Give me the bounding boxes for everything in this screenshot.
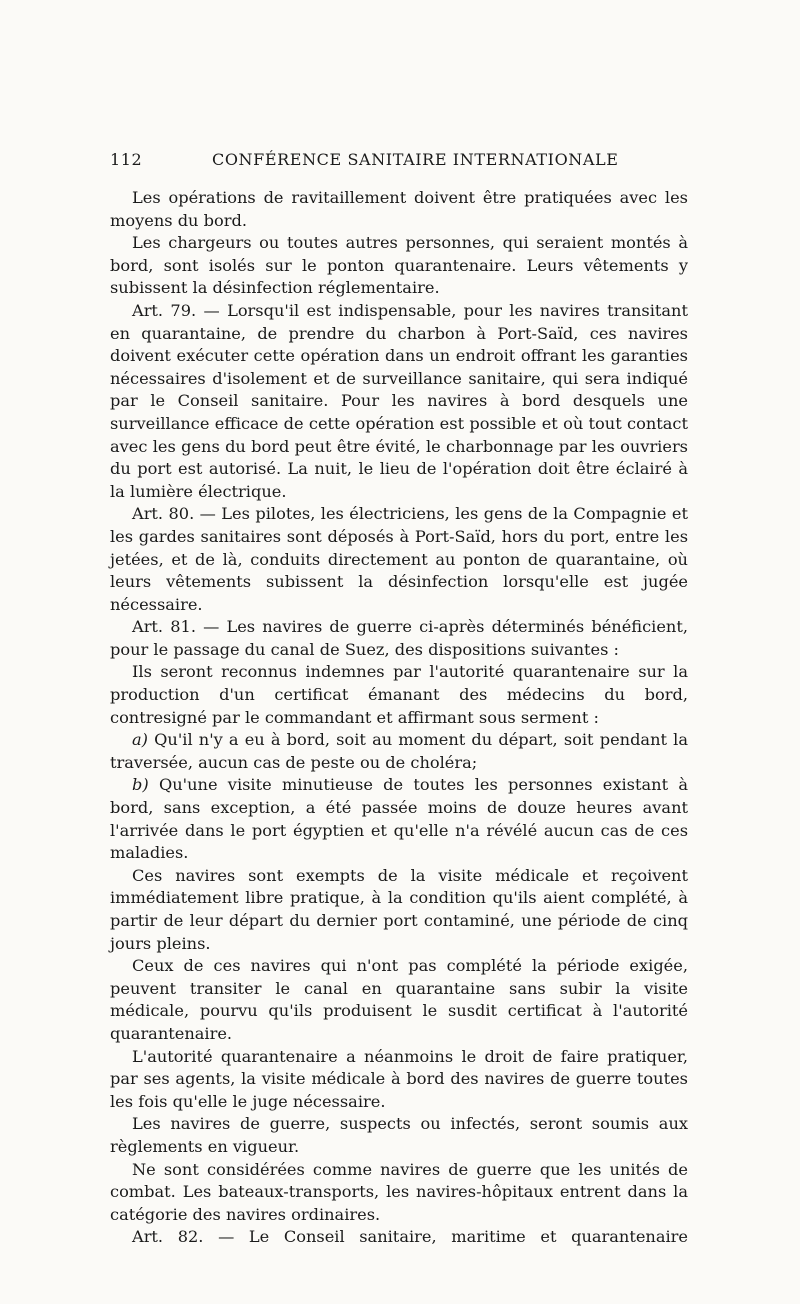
list-item-b: b) Qu'une visite minutieuse de toutes les personnes existant à bord, sans exception, a été passée moins de douze heures avant l'arrivée dans le port égyptien et qu'elle n'a révélé aucun cas de ces maladies. (110, 775, 688, 863)
paragraph: Ceux de ces navires qui n'ont pas complété la période exigée, peuvent transiter le canal en quarantaine sans subir la visite médicale, pourvu qu'ils produisent le susdit certificat à l'autorité quarantenaire. (110, 956, 688, 1043)
article-82-paragraph: Art. 82. — Le Conseil sanitaire, maritime et quarantenaire (132, 1227, 688, 1247)
running-title: CONFÉRENCE SANITAIRE INTERNATIONALE (212, 150, 619, 169)
list-label: a) (132, 730, 148, 750)
paragraph: Ils seront reconnus indemnes par l'autorité quarantenaire sur la production d'un certificat émanant des médecins du bord, contresigné par le commandant et affirmant sous serment : (110, 662, 688, 727)
paragraph: L'autorité quarantenaire a néanmoins le droit de faire pratiquer, par ses agents, la visite médicale à bord des navires de guerre toutes les fois qu'elle le juge nécessaire. (110, 1046, 688, 1111)
page-header (110, 150, 688, 174)
paragraph: Les chargeurs ou toutes autres personnes, qui seraient montés à bord, sont isolés sur le ponton quarantenaire. Leurs vêtements y subissent la désinfection réglementaire. (110, 233, 688, 298)
body-text (110, 187, 688, 1249)
paragraph: Les navires de guerre, suspects ou infectés, seront soumis aux règlements en vigueur. (110, 1114, 688, 1156)
article-80-paragraph: Art. 80. — Les pilotes, les électriciens, les gens de la Compagnie et les gardes sanitaires sont déposés à Port-Saïd, hors du port, entre les jetées, et de là, conduits directement au ponton de quarantaine, où leurs vêtements subissent la désinfection lorsqu'elle est jugée nécessaire. (110, 504, 688, 614)
page-number: 112 (110, 150, 143, 169)
paragraph: Ne sont considérées comme navires de guerre que les unités de combat. Les bateaux-transports, les navires-hôpitaux entrent dans la catégorie des navires ordinaires. (110, 1159, 688, 1224)
paragraph: Les opérations de ravitaillement doivent être pratiquées avec les moyens du bord. (110, 188, 688, 230)
article-81-paragraph: Art. 81. — Les navires de guerre ci-après déterminés bénéficient, pour le passage du canal de Suez, des dispositions suivantes : (110, 617, 688, 659)
list-label: b) (132, 775, 149, 795)
article-79-paragraph: Art. 79. — Lorsqu'il est indispensable, pour les navires transitant en quarantaine, de prendre du charbon à Port-Saïd, ces navires doivent exécuter cette opération dans un endroit offrant les garanties nécessaires d'isolement et de surveillance sanitaire, qui sera indiqué par le Conseil sanitaire. Pour les navires à bord desquels une surveillance efficace de cette opération est possible et où tout contact avec les gens du bord peut être évité, le charbonnage par les ouvriers du port est autorisé. La nuit, le lieu de l'opération doit être éclairé à la lumière électrique. (110, 300, 688, 501)
paragraph: Ces navires sont exempts de la visite médicale et reçoivent immédiatement libre pratique, à la condition qu'ils aient complété, à partir de leur départ du dernier port contaminé, une période de cinq jours pleins. (110, 865, 688, 953)
list-item-a: a) Qu'il n'y a eu à bord, soit au moment du départ, soit pendant la traversée, aucun cas de peste ou de choléra; (110, 730, 688, 772)
